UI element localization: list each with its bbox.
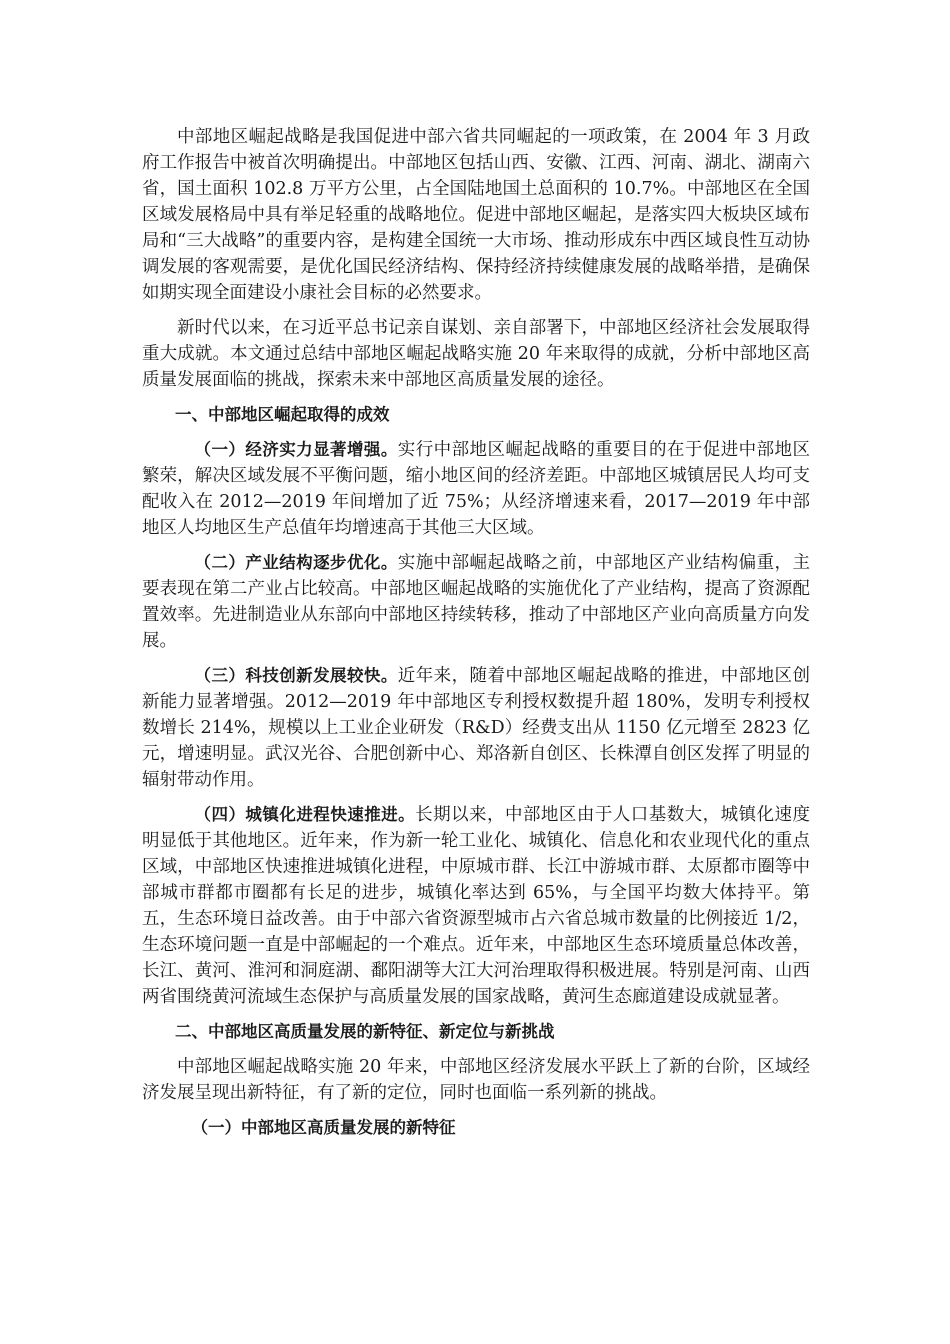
lead-industrial-structure: （二）产业结构逐步优化。	[194, 553, 398, 572]
paragraph-twenty-years: 中部地区崛起战略实施 20 年来，中部地区经济发展水平跃上了新的台阶，区域经济发展呈现出新特征，有了新的定位，同时也面临一系列新的挑战。	[142, 1057, 810, 1103]
subsection-heading-new-features: （一）中部地区高质量发展的新特征	[191, 1118, 456, 1137]
section-heading-achievements: 一、中部地区崛起取得的成效	[175, 405, 390, 424]
paragraph-urbanization	[142, 802, 810, 1010]
document-body	[142, 124, 810, 1150]
paragraph-tech-innovation	[142, 663, 810, 793]
section-heading-new-features: 二、中部地区高质量发展的新特征、新定位与新挑战	[175, 1022, 555, 1041]
lead-economic-strength: （一）经济实力显著增强。	[194, 440, 398, 459]
paragraph-industrial-structure	[142, 550, 810, 654]
paragraph-economic-strength	[142, 437, 810, 541]
paragraph-urbanization-text: 长期以来，中部地区由于人口基数大，城镇化速度明显低于其他地区。近年来，作为新一轮工业化、城镇化、信息化和农业现代化的重点区域，中部地区快速推进城镇化进程，中原城市群、长江中游城市群、太原都市圈等中部城市群都市圈都有长足的进步，城镇化率达到 65%，与全国平均数大体持平。第五，生态环境日益改善。由于中部六省资源型城市占六省总城市数量的比例接近 1/2，生态环境问题一直是中部崛起的一个难点。近年来，中部地区生态环境质量总体改善，长江、黄河、淮河和洞庭湖、鄱阳湖等大江大河治理取得积极进展。特别是河南、山西两省围绕黄河流域生态保护与高质量发展的国家战略，黄河生态廊道建设成就显著。	[142, 805, 811, 1007]
paragraph-intro: 中部地区崛起战略是我国促进中部六省共同崛起的一项政策，在 2004 年 3 月政府工作报告中被首次明确提出。中部地区包括山西、安徽、江西、河南、湖北、湖南六省，国土面积 102.8 万平方公里，占全国陆地国土总面积的 10.7%。中部地区在全国区域发展格局中具有举足轻重的战略地位。促进中部地区崛起，是落实四大板块区域布局和“三大战略”的重要内容，是构建全国统一大市场、推动形成东中西区域良性互动协调发展的客观需要，是优化国民经济结构、保持经济持续健康发展的战略举措，是确保如期实现全面建设小康社会目标的必然要求。	[142, 127, 810, 303]
paragraph-industrial-structure-text: 实施中部崛起战略之前，中部地区产业结构偏重，主要表现在第二产业占比较高。中部地区崛起战略的实施优化了产业结构，提高了资源配置效率。先进制造业从东部向中部地区持续转移，推动了中部地区产业向高质量方向发展。	[142, 553, 811, 651]
lead-urbanization: （四）城镇化进程快速推进。	[194, 805, 416, 824]
paragraph-economic-strength-text: 实行中部地区崛起战略的重要目的在于促进中部地区繁荣，解决区域发展不平衡问题，缩小地区间的经济差距。中部地区城镇居民人均可支配收入在 2012—2019 年间增加了近 75%；从经济增速来看，2017—2019 年中部地区人均地区生产总值年均增速高于其他三大区域。	[142, 440, 811, 538]
lead-tech-innovation: （三）科技创新发展较快。	[194, 666, 398, 685]
paragraph-new-era: 新时代以来，在习近平总书记亲自谋划、亲自部署下，中部地区经济社会发展取得重大成就。本文通过总结中部地区崛起战略实施 20 年来取得的成就，分析中部地区高质量发展面临的挑战，探索未来中部地区高质量发展的途径。	[142, 318, 810, 390]
paragraph-tech-innovation-text: 近年来，随着中部地区崛起战略的推进，中部地区创新能力显著增强。2012—2019 年中部地区专利授权数提升超 180%，发明专利授权数增长 214%，规模以上工业企业研发（R&D）经费支出从 1150 亿元增至 2823 亿元，增速明显。武汉光谷、合肥创新中心、郑洛新自创区、长株潭自创区发挥了明显的辐射带动作用。	[142, 666, 811, 790]
